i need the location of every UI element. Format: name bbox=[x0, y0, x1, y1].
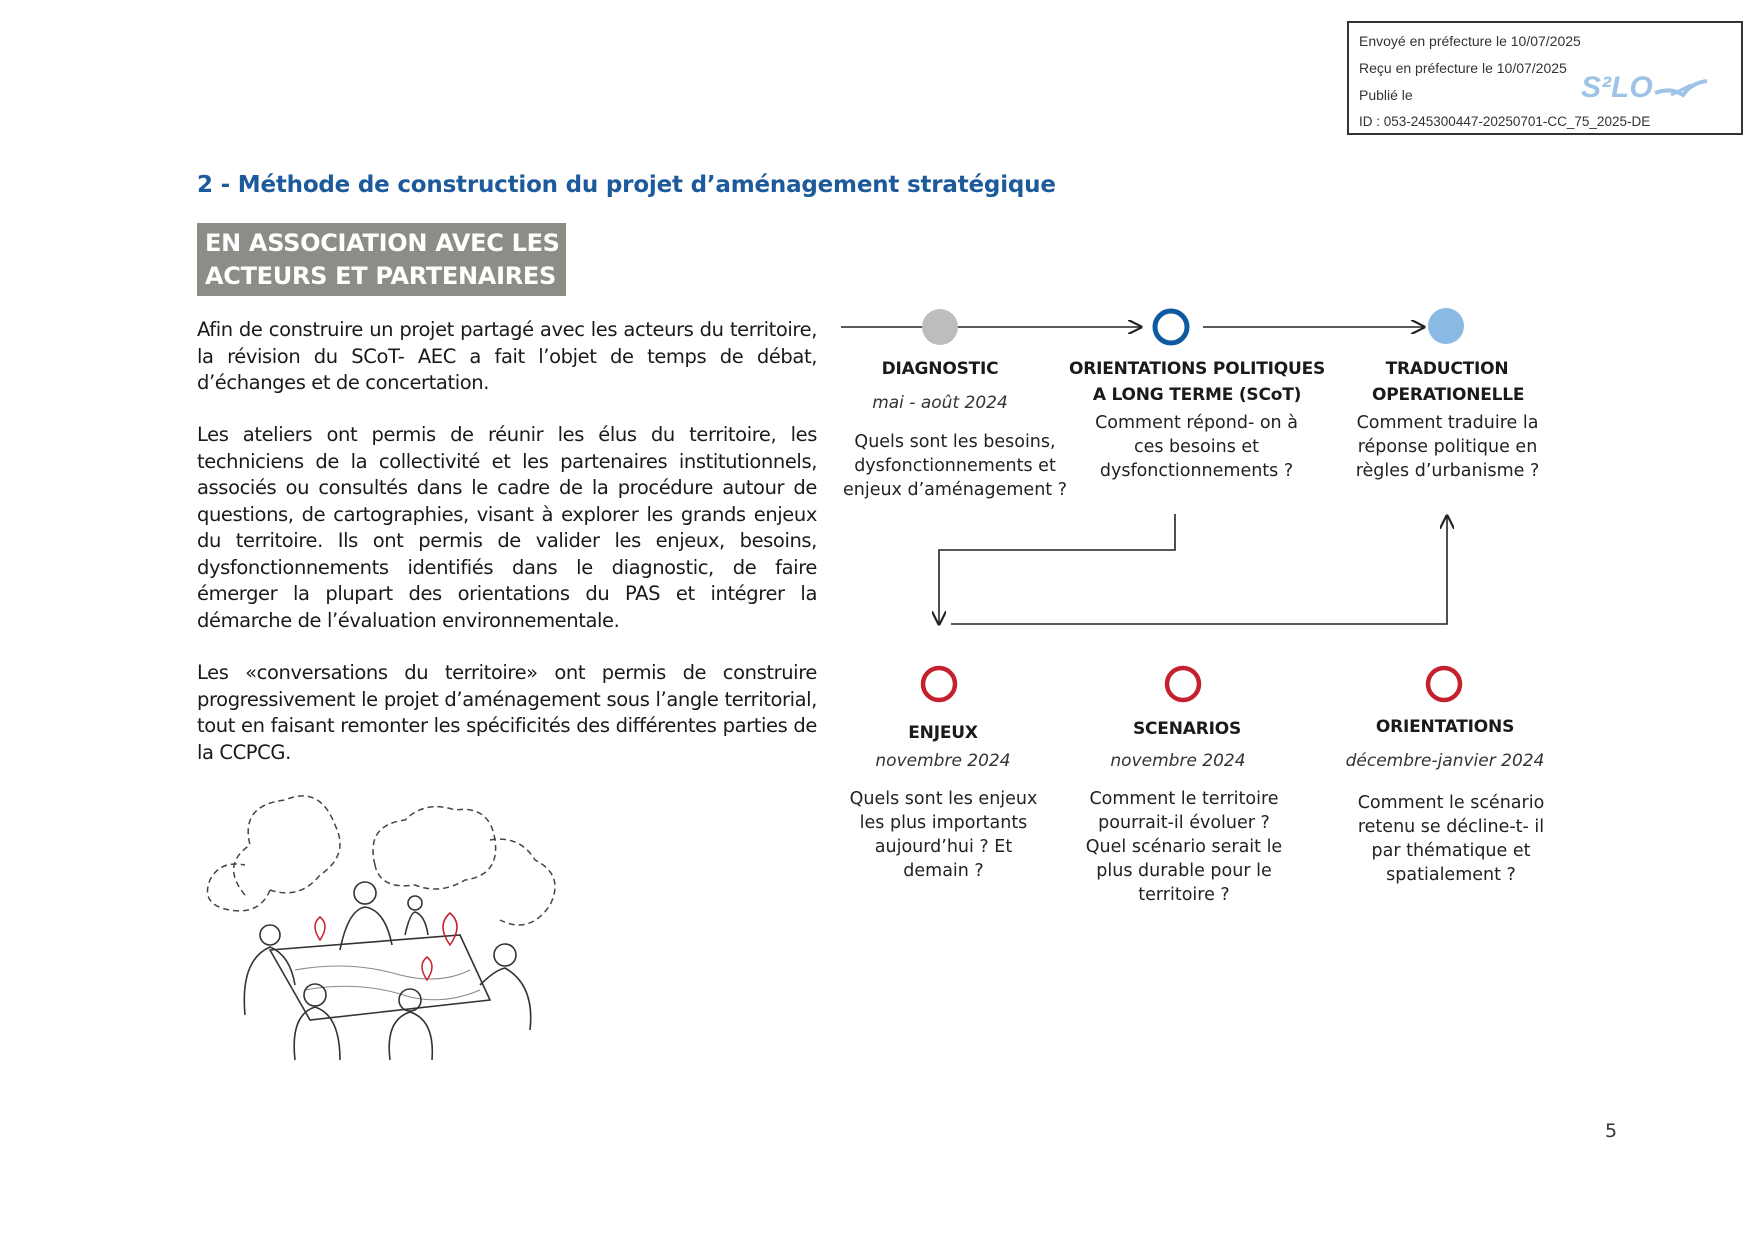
step-diagnostic-title: DIAGNOSTIC bbox=[881, 359, 999, 379]
step-scenarios-date: novembre 2024 bbox=[1110, 751, 1246, 771]
stamp-received: Reçu en préfecture le 10/07/2025 bbox=[1359, 60, 1567, 76]
diagnostic-circle-icon bbox=[922, 309, 958, 345]
workshop-illustration bbox=[200, 785, 580, 1065]
stamp-id: ID : 053-245300447-20250701-CC_75_2025-DE bbox=[1359, 114, 1651, 129]
logo-text: S²LO bbox=[1581, 71, 1653, 104]
step-enjeux-date: novembre 2024 bbox=[875, 751, 1011, 771]
arrow-to-enjeux bbox=[939, 514, 1175, 624]
stamp-published: Publié le bbox=[1359, 87, 1413, 103]
step-orientations-date: décembre-janvier 2024 bbox=[1345, 751, 1545, 771]
enjeux-circle-icon bbox=[923, 668, 955, 700]
s2lo-logo bbox=[1579, 65, 1709, 105]
scenarios-circle-icon bbox=[1167, 668, 1199, 700]
step-enjeux-title: ENJEUX bbox=[908, 723, 978, 743]
paragraph-conversations: Les «conversations du territoire» ont permis de construire progressivement le projet d’aménagement sous l’angle territorial, tout en faisant remonter les spécificités des différentes parties de la CCPCG. bbox=[197, 661, 817, 764]
step-orientations-politiques-title: ORIENTATIONS POLITIQUES A LONG TERME (SCoT) bbox=[1068, 359, 1326, 405]
step-diagnostic-question: Quels sont les besoins, dysfonctionnements et enjeux d’aménagement ? bbox=[842, 432, 1067, 500]
arrow-to-traduction bbox=[951, 516, 1447, 624]
prefecture-stamp bbox=[1347, 21, 1743, 135]
paragraph-ateliers: Les ateliers ont permis de réunir les élus du territoire, les techniciens de la collectivité et les partenaires institutionnels, associés ou consultés dans le cadre de la procédure autour de questions, de cartographies, visant à explorer les grands enjeux du territoire. Ils ont permis de valider les enjeux, besoins, dysfonctionnements identifiés dans le diagnostic, de faire émerger la plupart des orientations du PAS et intégrer la démarche de l’évaluation environnementale. bbox=[197, 423, 817, 632]
section-title: 2 - Méthode de construction du projet d’aménagement stratégique bbox=[197, 172, 1056, 198]
step-orientations-title: ORIENTATIONS bbox=[1375, 717, 1515, 737]
step-orientations-question: Comment le scénario retenu se décline-t- il par thématique et spatialement ? bbox=[1357, 793, 1545, 885]
banner-line-2: ACTEURS ET PARTENAIRES bbox=[205, 262, 556, 290]
banner-line-1: EN ASSOCIATION AVEC LES bbox=[205, 229, 560, 257]
step-scenarios-title: SCENARIOS bbox=[1132, 719, 1242, 739]
step-diagnostic-date: mai - août 2024 bbox=[872, 393, 1008, 413]
stamp-sent: Envoyé en préfecture le 10/07/2025 bbox=[1359, 33, 1581, 49]
orientations-circle-icon bbox=[1428, 668, 1460, 700]
paragraph-intro: Afin de construire un projet partagé avec les acteurs du territoire, la révision du SCoT- AEC a fait l’objet de temps de débat, d’échanges et de concertation. bbox=[197, 318, 817, 394]
step-enjeux-question: Quels sont les enjeux les plus importants aujourd’hui ? Et demain ? bbox=[849, 789, 1038, 881]
section-banner bbox=[197, 223, 566, 296]
step-traduction-question: Comment traduire la réponse politique en règles d’urbanisme ? bbox=[1355, 413, 1540, 481]
step-scenarios-question: Comment le territoire pourrait-il évoluer ? Quel scénario serait le plus durable pour le territoire ? bbox=[1085, 789, 1283, 905]
page-number: 5 bbox=[1605, 1120, 1618, 1142]
step-orientations-politiques-question: Comment répond- on à ces besoins et dysfonctionnements ? bbox=[1095, 413, 1298, 481]
orientations-politiques-circle-icon bbox=[1155, 311, 1187, 343]
traduction-circle-icon bbox=[1428, 308, 1464, 344]
step-traduction-title: TRADUCTION OPERATIONELLE bbox=[1372, 359, 1525, 405]
